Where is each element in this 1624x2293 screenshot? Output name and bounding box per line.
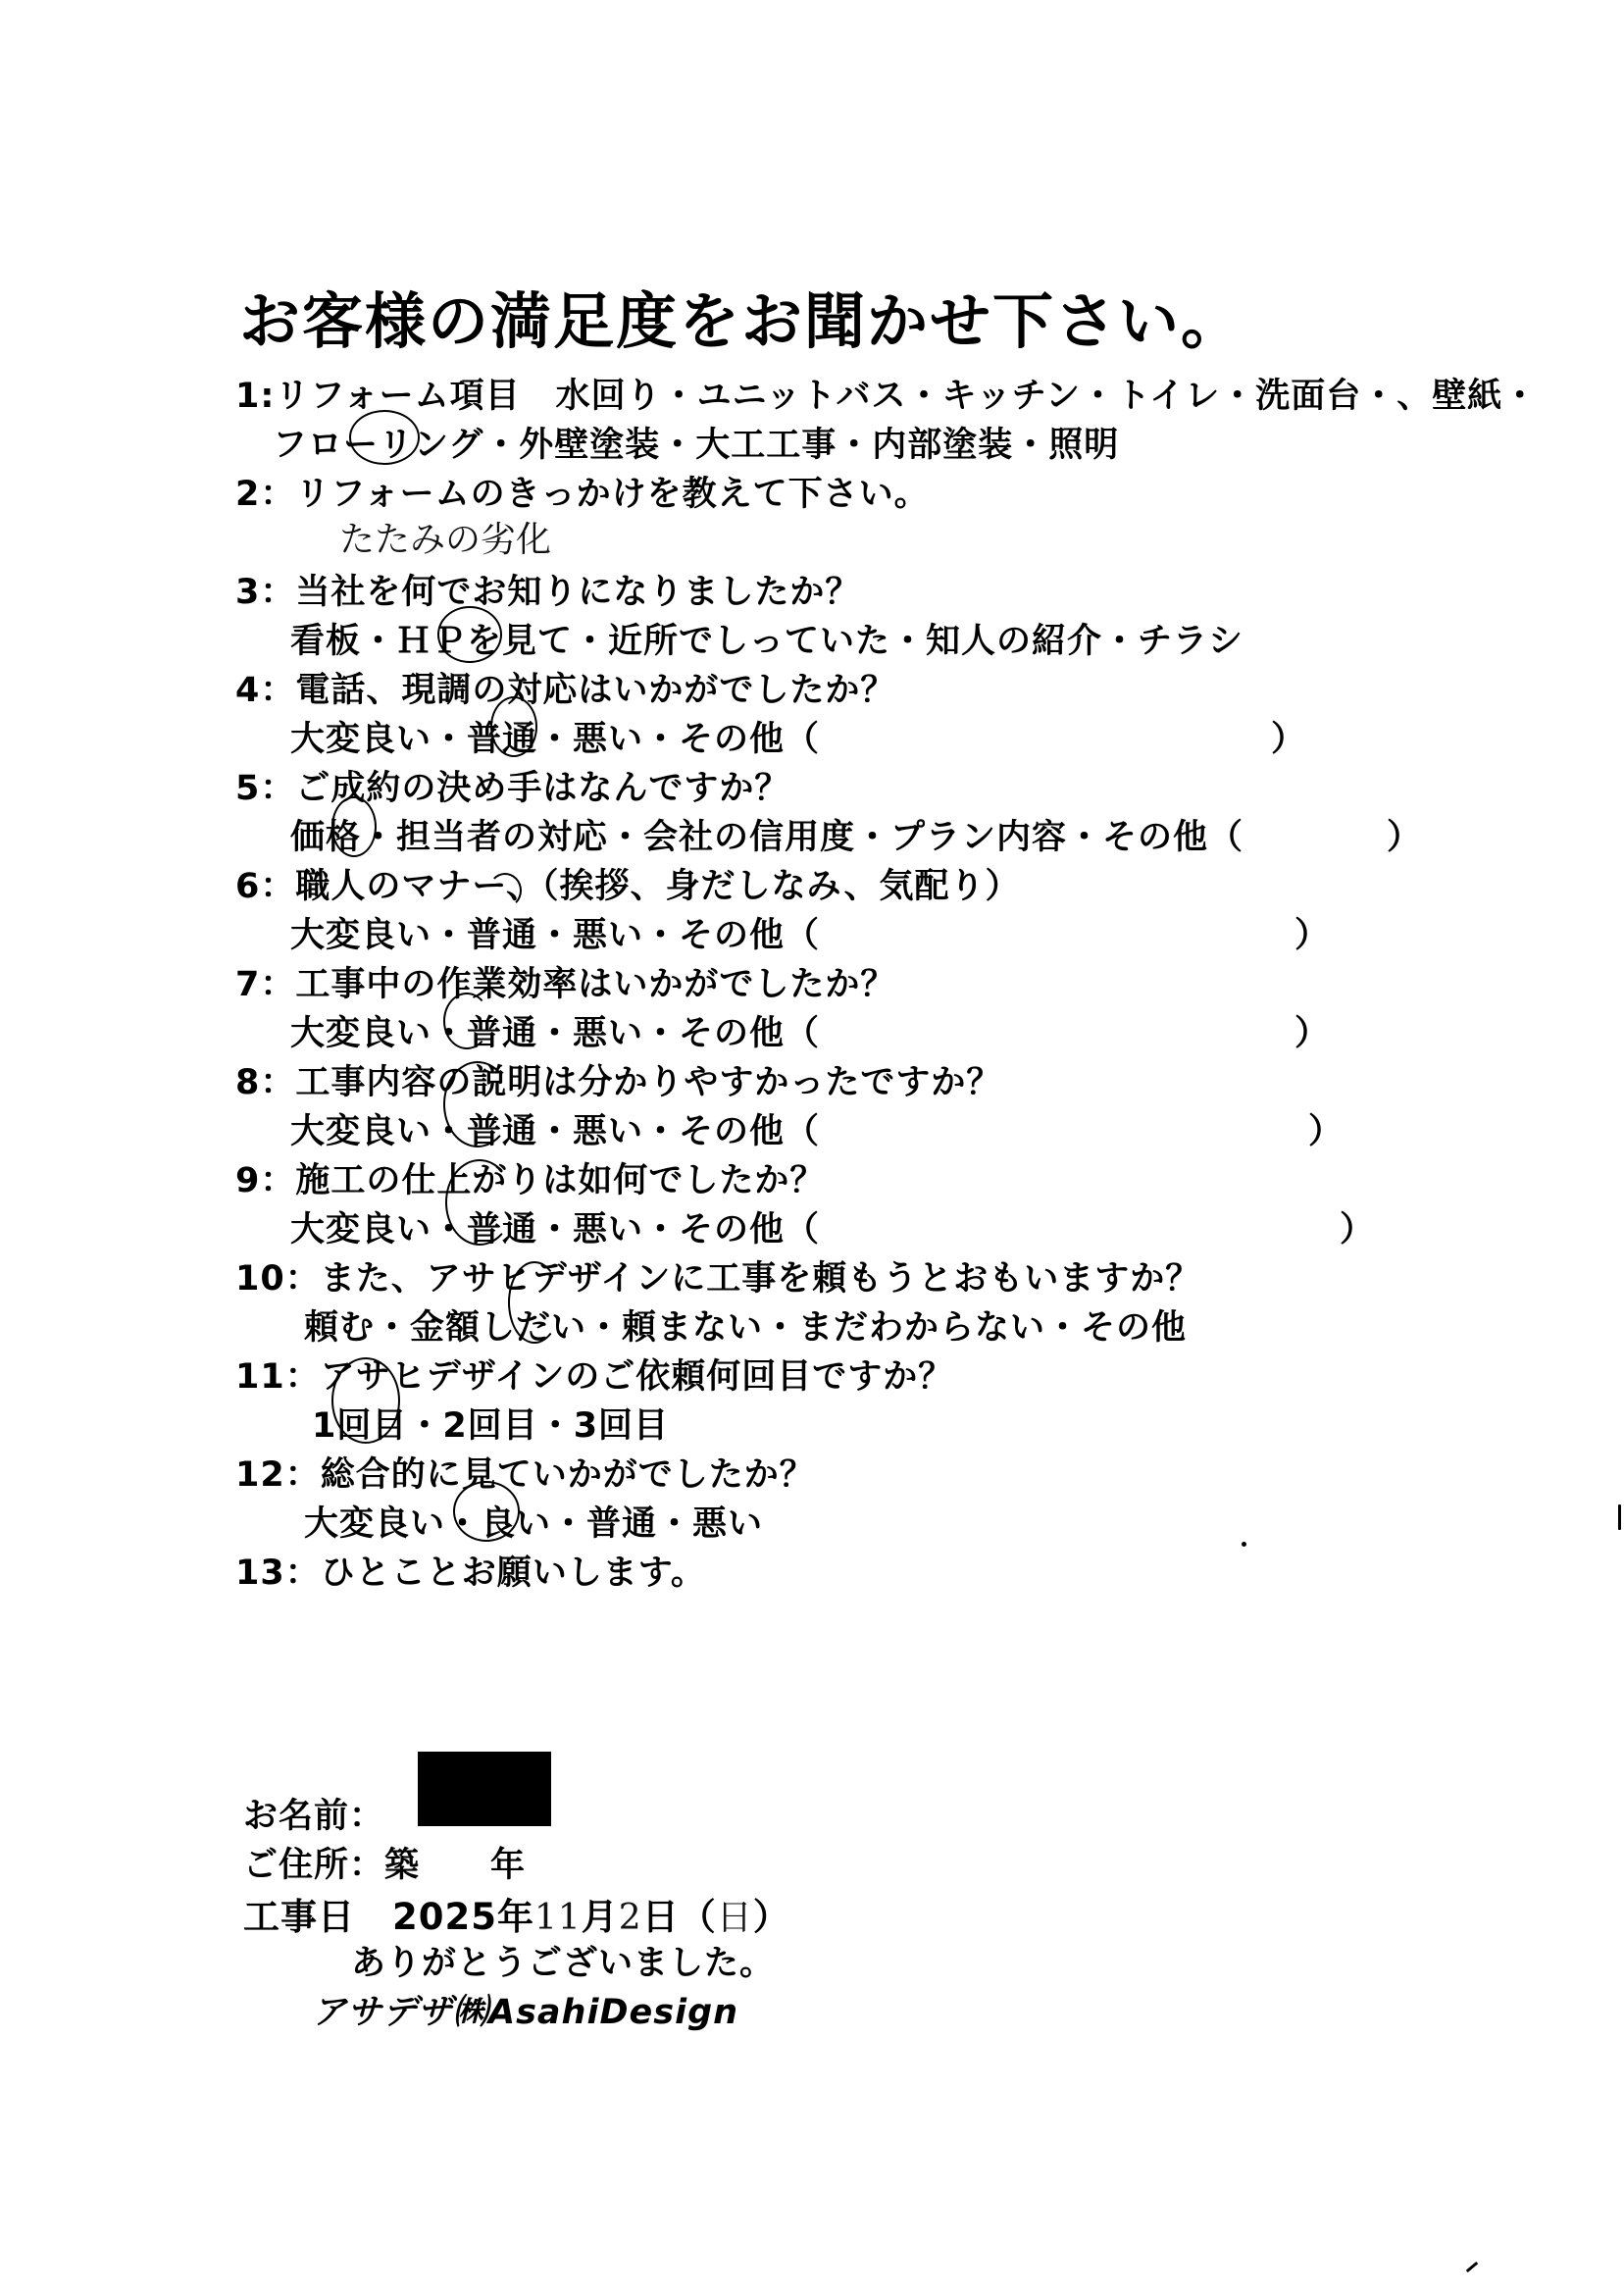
date-label: 工事日 2025年 [243, 1896, 534, 1938]
question-7-options: 大変良い・普通・悪い・その他（ [290, 1014, 821, 1053]
name-redaction [418, 1752, 551, 1826]
question-9-options: 大変良い・普通・悪い・その他（ [290, 1210, 821, 1249]
question-5: 5：ご成約の決め手はなんですか？ [235, 769, 790, 808]
date-day-label: 日（ [641, 1896, 717, 1938]
scan-edge-mark [1466, 2262, 1479, 2272]
close-paren-q9: ） [1340, 1210, 1375, 1249]
thanks-message: ありがとうございました。 [351, 1944, 776, 1983]
construction-date [243, 1887, 790, 1940]
scan-edge-mark [1618, 1504, 1621, 1530]
close-paren-q7: ） [1294, 1014, 1330, 1053]
close-paren-q5: ） [1387, 818, 1422, 857]
close-paren-q4: ） [1271, 720, 1306, 759]
address-label: ご住所：築 年 [243, 1846, 527, 1885]
question-10: 10：また、アサヒデザインに工事を頼もうとおもいますか？ [235, 1259, 1201, 1299]
handwritten-answer-q2: たたみの劣化 [339, 520, 552, 560]
question-1: 1:リフォーム項目 水回り・ユニットバス・キッチン・トイレ・洗面台・、壁紙・ [235, 377, 1539, 416]
question-10-options: 頼む・金額しだい・頼まない・まだわからない・その他 [304, 1308, 1188, 1348]
date-month: 11 [533, 1898, 582, 1938]
close-paren-q8: ） [1308, 1112, 1344, 1151]
question-12-options: 大変良い・良い・普通・悪い [304, 1504, 764, 1544]
question-4: 4：電話、現調の対応はいかがでしたか？ [235, 671, 896, 710]
question-2: 2：リフォームのきっかけを教えて下さい。 [235, 475, 930, 514]
question-3: 3：当社を何でお知りになりましたか？ [235, 573, 861, 612]
question-6-options: 大変良い・普通・悪い・その他（ [290, 916, 821, 955]
scan-speck [1242, 1542, 1246, 1547]
name-label: お名前： [243, 1797, 385, 1836]
question-8-options: 大変良い・普通・悪い・その他（ [290, 1112, 821, 1151]
question-11-options: 1回目・2回目・3回目 [312, 1406, 670, 1446]
question-5-options: 価格・担当者の対応・会社の信用度・プラン内容・その他（ [290, 818, 1244, 857]
date-day: 2 [618, 1898, 642, 1938]
date-month-label: 月 [581, 1896, 619, 1938]
question-1-options: フローリング・外壁塗装・大工工事・内部塗装・照明 [273, 426, 1120, 465]
close-paren-q6: ） [1294, 916, 1330, 955]
date-weekday: 日 [716, 1898, 753, 1938]
question-8: 8：工事内容の説明は分かりやすかったですか？ [235, 1063, 1002, 1102]
question-7: 7：工事中の作業効率はいかがでしたか？ [235, 965, 896, 1004]
question-9: 9：施工の仕上がりは如何でしたか？ [235, 1161, 826, 1200]
question-12: 12：総合的に見ていかがでしたか？ [235, 1455, 815, 1495]
question-13: 13：ひとことお願いします。 [235, 1554, 706, 1593]
company-signature: アサデザ㈱AsahiDesign [312, 1993, 739, 2032]
date-close: ） [752, 1896, 790, 1938]
page-title: お客様の満足度をお聞かせ下さい。 [239, 285, 1244, 357]
question-6: 6：職人のマナー、（挨拶、身だしなみ、気配り） [235, 867, 1021, 906]
question-3-options: 看板・ＨＰを見て・近所でしっていた・知人の紹介・チラシ [290, 622, 1244, 661]
question-11: 11：アサヒデザインのご依頼何回目ですか？ [235, 1357, 954, 1397]
question-4-options: 大変良い・普通・悪い・その他（ [290, 720, 821, 759]
